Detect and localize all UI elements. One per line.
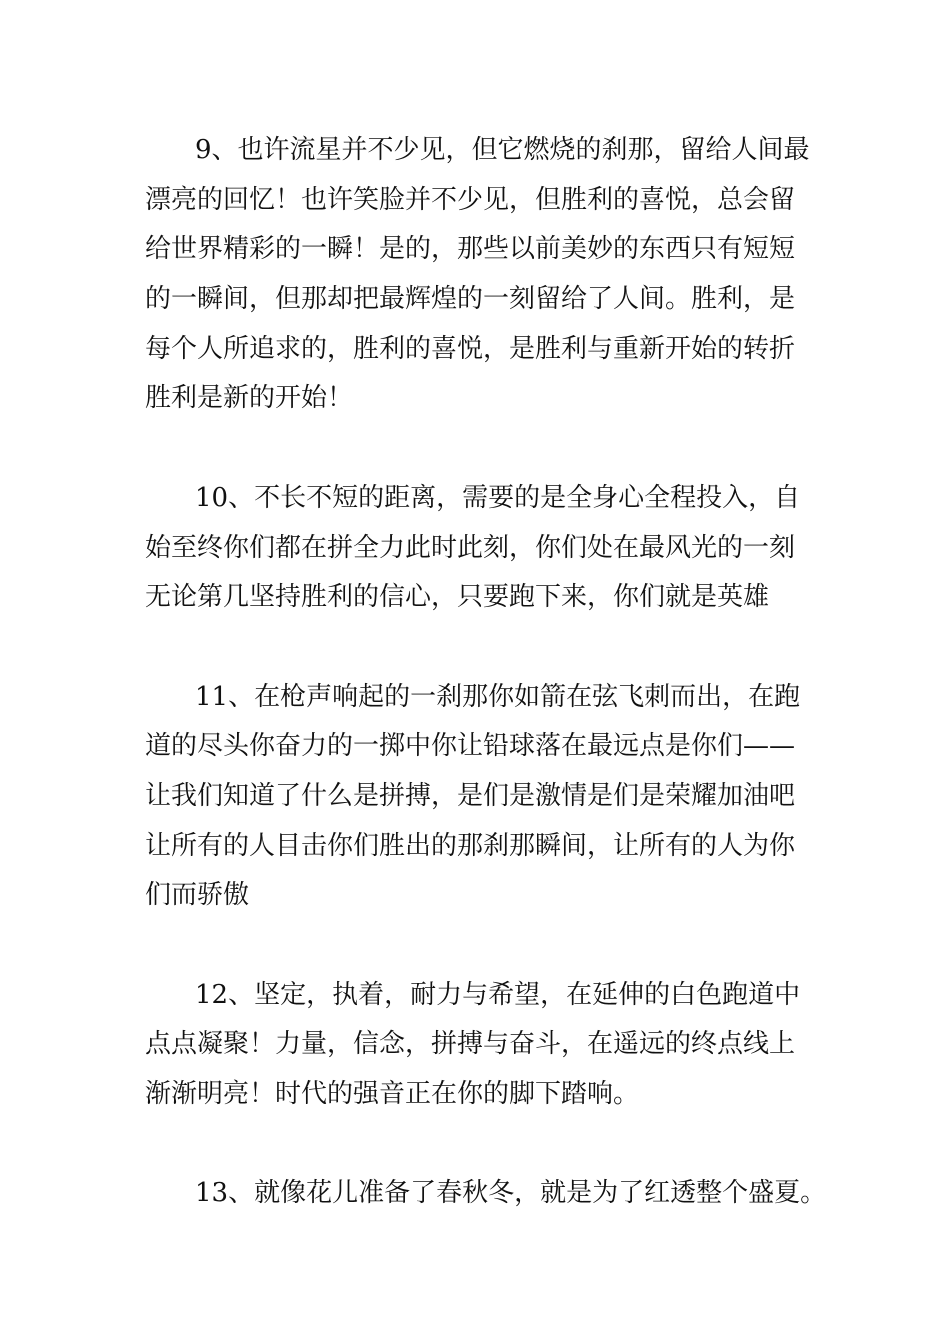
paragraph-9-line-3: 给世界精彩的一瞬！是的，那些以前美妙的东西只有短短: [145, 234, 796, 264]
paragraph-9-line-5: 每个人所追求的，胜利的喜悦，是胜利与重新开始的转折: [145, 334, 796, 364]
paragraph-11-line-2: 道的尽头你奋力的一掷中你让铅球落在最远点是你们——: [145, 731, 796, 761]
paragraph-10-line-3: 无论第几坚持胜利的信心，只要跑下来，你们就是英雄: [145, 582, 770, 612]
paragraph-10-line-1: 10、不长不短的距离，需要的是全身心全程投入，自: [195, 483, 801, 513]
paragraph-9-line-2: 漂亮的回忆！也许笑脸并不少见，但胜利的喜悦，总会留: [145, 185, 796, 215]
paragraph-12-line-1: 12、坚定，执着，耐力与希望，在延伸的白色跑道中: [195, 980, 801, 1010]
paragraph-11-line-1: 11、在枪声响起的一刹那你如箭在弦飞刺而出，在跑: [195, 682, 801, 712]
paragraph-13-line-1: 13、就像花儿准备了春秋冬，就是为了红透整个盛夏。: [195, 1178, 827, 1208]
paragraph-12-line-2: 点点凝聚！力量，信念，拼搏与奋斗，在遥远的终点线上: [145, 1029, 796, 1059]
paragraph-12-line-3: 渐渐明亮！时代的强音正在你的脚下踏响。: [145, 1079, 640, 1109]
paragraph-11-line-4: 让所有的人目击你们胜出的那刹那瞬间，让所有的人为你: [145, 831, 796, 861]
paragraph-11-line-5: 们而骄傲: [145, 880, 250, 910]
paragraph-9-line-4: 的一瞬间，但那却把最辉煌的一刻留给了人间。胜利，是: [145, 284, 796, 314]
paragraph-9-line-6: 胜利是新的开始！: [145, 383, 354, 413]
paragraph-9-line-1: 9、也许流星并不少见，但它燃烧的刹那，留给人间最: [195, 135, 810, 165]
paragraph-10-line-2: 始至终你们都在拼全力此时此刻，你们处在最风光的一刻: [145, 533, 796, 563]
paragraph-11-line-3: 让我们知道了什么是拼搏，是们是激情是们是荣耀加油吧: [145, 781, 796, 811]
